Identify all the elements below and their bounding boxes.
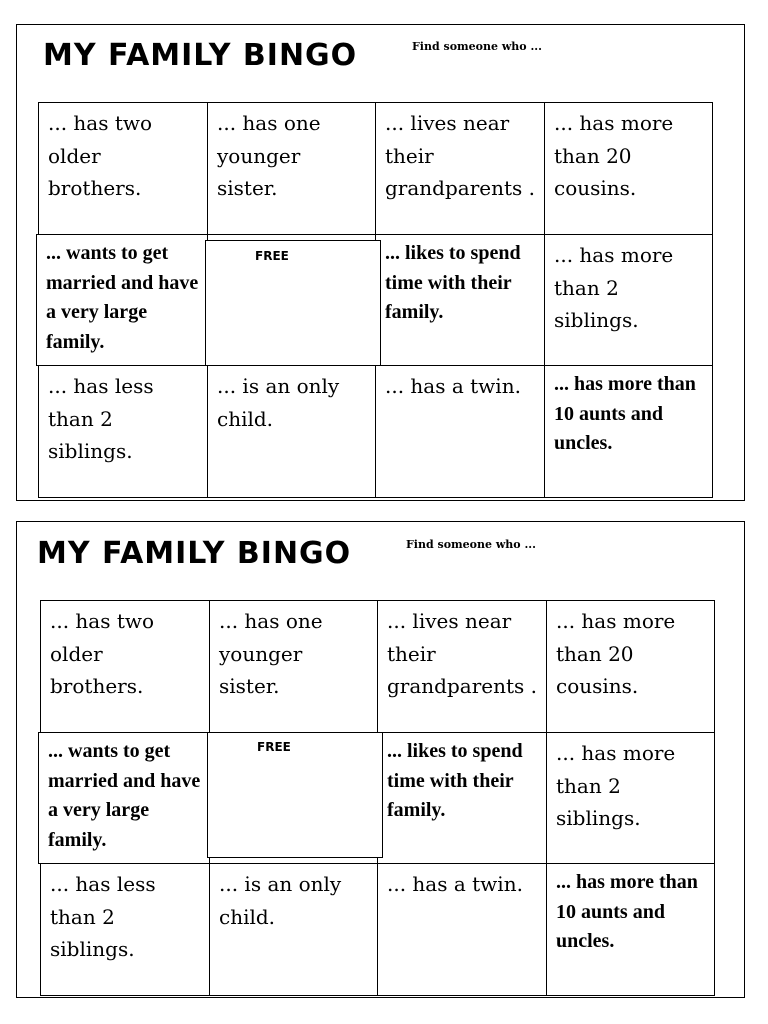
bingo-cell[interactable] <box>38 365 208 498</box>
free-label: FREE <box>257 740 291 754</box>
cell-text: ... has one younger sister. <box>217 111 321 200</box>
cell-text: ... lives near their grandparents . <box>385 111 535 200</box>
cell-text: ... has two older brothers. <box>50 609 155 698</box>
cell-text: ... has less than 2 siblings. <box>50 872 156 961</box>
cell-text: ... lives near their grandparents . <box>387 609 537 698</box>
bingo-cell[interactable] <box>377 600 547 733</box>
bingo-cell[interactable] <box>40 863 210 996</box>
bingo-cell[interactable] <box>544 365 713 498</box>
bingo-cell[interactable] <box>207 102 376 235</box>
bingo-cell[interactable] <box>209 863 378 996</box>
cell-text: ... has more than 10 aunts and uncles. <box>554 373 696 454</box>
free-label: FREE <box>255 249 289 263</box>
cell-text: ... is an only child. <box>217 374 340 431</box>
bingo-cell[interactable] <box>544 102 713 235</box>
bingo-cell[interactable] <box>544 234 713 366</box>
cell-text: ... likes to spend time with their family. <box>385 242 521 323</box>
free-cell[interactable] <box>207 732 383 858</box>
cell-text: ... has more than 2 siblings. <box>554 243 674 332</box>
cell-text: ... likes to spend time with their family. <box>387 740 523 821</box>
free-cell[interactable] <box>205 240 381 366</box>
cell-text: ... has two older brothers. <box>48 111 153 200</box>
cell-text: ... has more than 20 cousins. <box>556 609 676 698</box>
cell-text: ... has a twin. <box>387 872 523 896</box>
cell-text: ... has more than 2 siblings. <box>556 741 676 830</box>
bingo-cell[interactable] <box>546 600 715 733</box>
cell-text: ... has one younger sister. <box>219 609 323 698</box>
card-title: MY FAMILY BINGO <box>43 38 358 73</box>
cell-text: ... has a twin. <box>385 374 521 398</box>
bingo-cell[interactable] <box>377 863 547 996</box>
card-title: MY FAMILY BINGO <box>37 536 352 571</box>
bingo-cell[interactable] <box>40 600 210 733</box>
cell-text: ... wants to get married and have a very large family. <box>48 740 201 851</box>
cell-text: ... has more than 20 cousins. <box>554 111 674 200</box>
bingo-cell[interactable] <box>36 234 208 366</box>
card-subtitle: Find someone who ... <box>412 40 542 53</box>
bingo-cell[interactable] <box>377 732 547 864</box>
bingo-cell[interactable] <box>38 732 210 864</box>
cell-text: ... has less than 2 siblings. <box>48 374 154 463</box>
cell-text: ... is an only child. <box>219 872 342 929</box>
bingo-cell[interactable] <box>546 863 715 996</box>
bingo-cell[interactable] <box>375 102 545 235</box>
card-subtitle: Find someone who ... <box>406 538 536 551</box>
bingo-cell[interactable] <box>207 365 376 498</box>
bingo-cell[interactable] <box>375 234 545 366</box>
bingo-cell[interactable] <box>38 102 208 235</box>
cell-text: ... has more than 10 aunts and uncles. <box>556 871 698 952</box>
bingo-cell[interactable] <box>375 365 545 498</box>
cell-text: ... wants to get married and have a very large family. <box>46 242 199 353</box>
bingo-cell[interactable] <box>209 600 378 733</box>
bingo-cell[interactable] <box>546 732 715 864</box>
